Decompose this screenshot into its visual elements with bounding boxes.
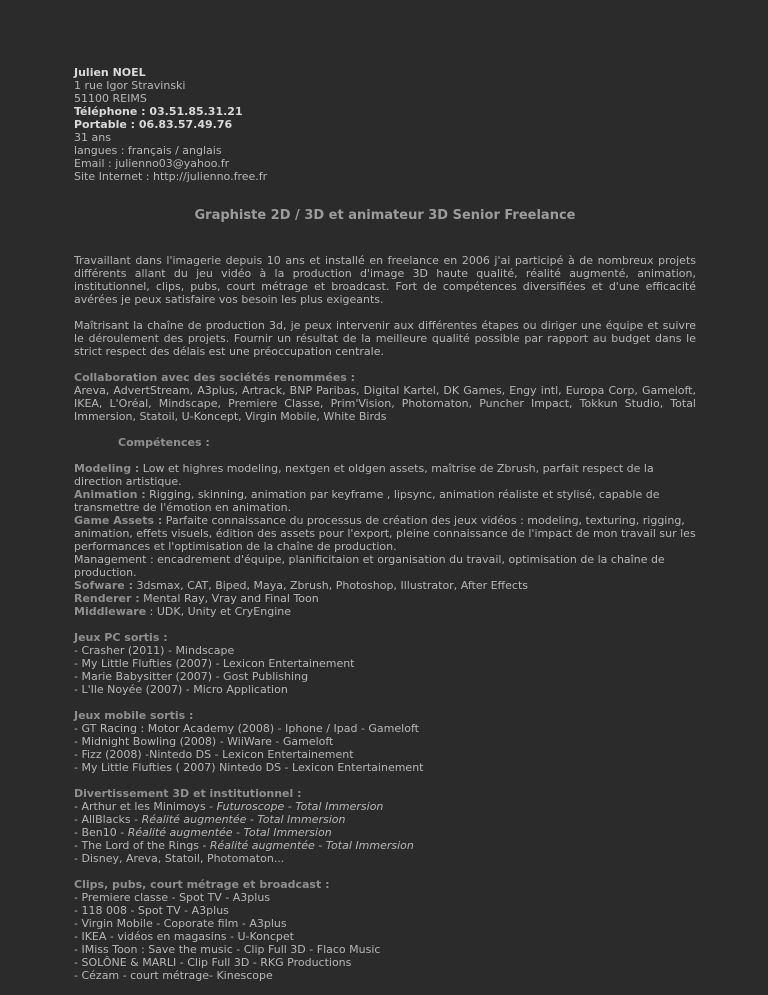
list-item: - SOLÔNE & MARLI - Clip Full 3D - RKG Productions bbox=[74, 956, 352, 969]
skill-animation bbox=[74, 488, 696, 514]
skill-label: Middleware bbox=[74, 605, 147, 618]
list-item: - GT Racing : Motor Academy (2008) - Iphone / Ipad - Gameloft bbox=[74, 722, 419, 735]
page-title: Graphiste 2D / 3D et animateur 3D Senior Freelance bbox=[194, 208, 576, 223]
list-item: - Midnight Bowling (2008) - WiiWare - Gameloft bbox=[74, 735, 334, 748]
skill-modeling bbox=[74, 462, 696, 488]
list-item: - L'Ile Noyée (2007) - Micro Application bbox=[74, 683, 288, 696]
list-item: - My Little Flufties (2007) - Lexicon Entertainement bbox=[74, 657, 355, 670]
skill-renderer bbox=[74, 592, 696, 605]
list-item: - Virgin Mobile - Coporate film - A3plus bbox=[74, 917, 287, 930]
skill-middleware bbox=[74, 605, 696, 618]
competences-list bbox=[74, 462, 696, 618]
contact-languages: langues : français / anglais bbox=[74, 144, 222, 157]
pc-games-section bbox=[74, 631, 696, 696]
contact-city: 51100 REIMS bbox=[74, 92, 147, 105]
skill-label: Animation : bbox=[74, 488, 146, 501]
contact-block bbox=[74, 66, 696, 183]
resume-content bbox=[74, 66, 696, 995]
list-item bbox=[74, 839, 696, 852]
item-text: - Ben10 - bbox=[74, 826, 128, 839]
list-item bbox=[74, 813, 696, 826]
collaboration-text: Areva, AdvertStream, A3plus, Artrack, BNP Paribas, Digital Kartel, DK Games, Engy intl, Europa Corp, Gameloft, IKEA, L'Oréal, Mindscape, Premiere Classe, Prim'Vision, Photomaton, Puncher Impact, Tokkun Studio, Total Immersion, Statoil, U-Koncept, Virgin Mobile, White Birds bbox=[74, 384, 696, 423]
skill-text: 3dsmax, CAT, Biped, Maya, Zbrush, Photoshop, Illustrator, After Effects bbox=[132, 579, 528, 592]
item-italic: Réalité augmentée - Total Immersion bbox=[209, 839, 414, 852]
skill-text: : UDK, Unity et CryEngine bbox=[146, 605, 291, 618]
item-italic: Réalité augmentée - Total Immersion bbox=[127, 826, 332, 839]
contact-mobile: Portable : 06.83.57.49.76 bbox=[74, 118, 233, 131]
skill-text: Rigging, skinning, animation par keyframe , lipsync, animation réaliste et stylisé, capable de transmettre de l'émotion en animation. bbox=[74, 488, 660, 514]
list-item: - Crasher (2011) - Mindscape bbox=[74, 644, 235, 657]
list-item: - IKEA - vidéos en magasins - U-Koncpet bbox=[74, 930, 294, 943]
skill-label: Modeling : bbox=[74, 462, 140, 475]
collaboration-section bbox=[74, 371, 696, 423]
list-item bbox=[74, 800, 696, 813]
contact-age: 31 ans bbox=[74, 131, 111, 144]
list-item: - Cézam - court métrage- Kinescope bbox=[74, 969, 273, 982]
list-item: - Fizz (2008) -Nintedo DS - Lexicon Entertainement bbox=[74, 748, 354, 761]
contact-email: Email : julienno03@yahoo.fr bbox=[74, 157, 230, 170]
skill-management bbox=[74, 553, 696, 579]
collaboration-title: Collaboration avec des sociétés renommées : bbox=[74, 371, 356, 384]
clips-section bbox=[74, 878, 696, 982]
item-text: - Disney, Areva, Statoil, Photomaton... bbox=[74, 852, 285, 865]
list-item: - My Little Flufties ( 2007) Nintedo DS - Lexicon Entertainement bbox=[74, 761, 424, 774]
skill-text: Low et highres modeling, nextgen et oldgen assets, maîtrise de Zbrush, parfait respect de la direction artistique. bbox=[74, 462, 654, 488]
skill-software bbox=[74, 579, 696, 592]
contact-website: Site Internet : http://julienno.free.fr bbox=[74, 170, 268, 183]
item-text: - AllBlacks - bbox=[74, 813, 142, 826]
skill-game-assets bbox=[74, 514, 696, 553]
clips-title: Clips, pubs, court métrage et broadcast : bbox=[74, 878, 330, 891]
skill-text: Management : encadrement d'équipe, planificitaion et organisation du travail, optimisation de la chaîne de production. bbox=[74, 553, 665, 579]
list-item bbox=[74, 852, 696, 865]
list-item: - Marie Babysitter (2007) - Gost Publishing bbox=[74, 670, 309, 683]
contact-street: 1 rue Igor Stravinski bbox=[74, 79, 186, 92]
contact-name: Julien NOEL bbox=[74, 66, 146, 79]
item-text: - The Lord of the Rings - bbox=[74, 839, 210, 852]
item-italic: Futuroscope - Total Immersion bbox=[216, 800, 384, 813]
skill-text: Parfaite connaissance du processus de création des jeux vidéos : modeling, texturing, rigging, animation, effets visuels, édition des assets pour l'export, pleine connaissance de l'impact de mon travail sur les performances et l'optimisation de la chaîne de production. bbox=[74, 514, 696, 553]
contact-phone: Téléphone : 03.51.85.31.21 bbox=[74, 105, 243, 118]
list-item bbox=[74, 826, 696, 839]
skill-text: Mental Ray, Vray and Final Toon bbox=[139, 592, 319, 605]
intro-paragraph-2: Maîtrisant la chaîne de production 3d, je peux intervenir aux différentes étapes ou diriger une équipe et suivre le déroulement des projets. Fournir un résultat de la meilleure qualité possible par rapport au budget dans le strict respect des délais est une préoccupation centrale. bbox=[74, 319, 696, 358]
competences-title: Compétences : bbox=[118, 436, 210, 449]
entertainment-section bbox=[74, 787, 696, 865]
skill-label: Renderer : bbox=[74, 592, 140, 605]
item-italic: Réalité augmentée - Total Immersion bbox=[141, 813, 346, 826]
list-item: - Premiere classe - Spot TV - A3plus bbox=[74, 891, 271, 904]
intro-paragraph-1: Travaillant dans l'imagerie depuis 10 ans et installé en freelance en 2006 j'ai participé à de nombreux projets différents allant du jeu vidéo à la production d'image 3D haute qualité, réalité augmenté, animation, institutionnel, clips, pubs, court métrage et broadcast. Fort de compétences diversifiées et d'une efficacité avérées je peux satisfaire vos besoin les plus exigeants. bbox=[74, 254, 696, 306]
entertainment-title: Divertissement 3D et institutionnel : bbox=[74, 787, 302, 800]
list-item: - IMiss Toon : Save the music - Clip Full 3D - Flaco Music bbox=[74, 943, 381, 956]
pc-games-title: Jeux PC sortis : bbox=[74, 631, 168, 644]
mobile-games-section bbox=[74, 709, 696, 774]
mobile-games-title: Jeux mobile sortis : bbox=[74, 709, 194, 722]
skill-label: Sofware : bbox=[74, 579, 133, 592]
item-text: - Arthur et les Minimoys - bbox=[74, 800, 217, 813]
skill-label: Game Assets : bbox=[74, 514, 163, 527]
list-item: - 118 008 - Spot TV - A3plus bbox=[74, 904, 229, 917]
